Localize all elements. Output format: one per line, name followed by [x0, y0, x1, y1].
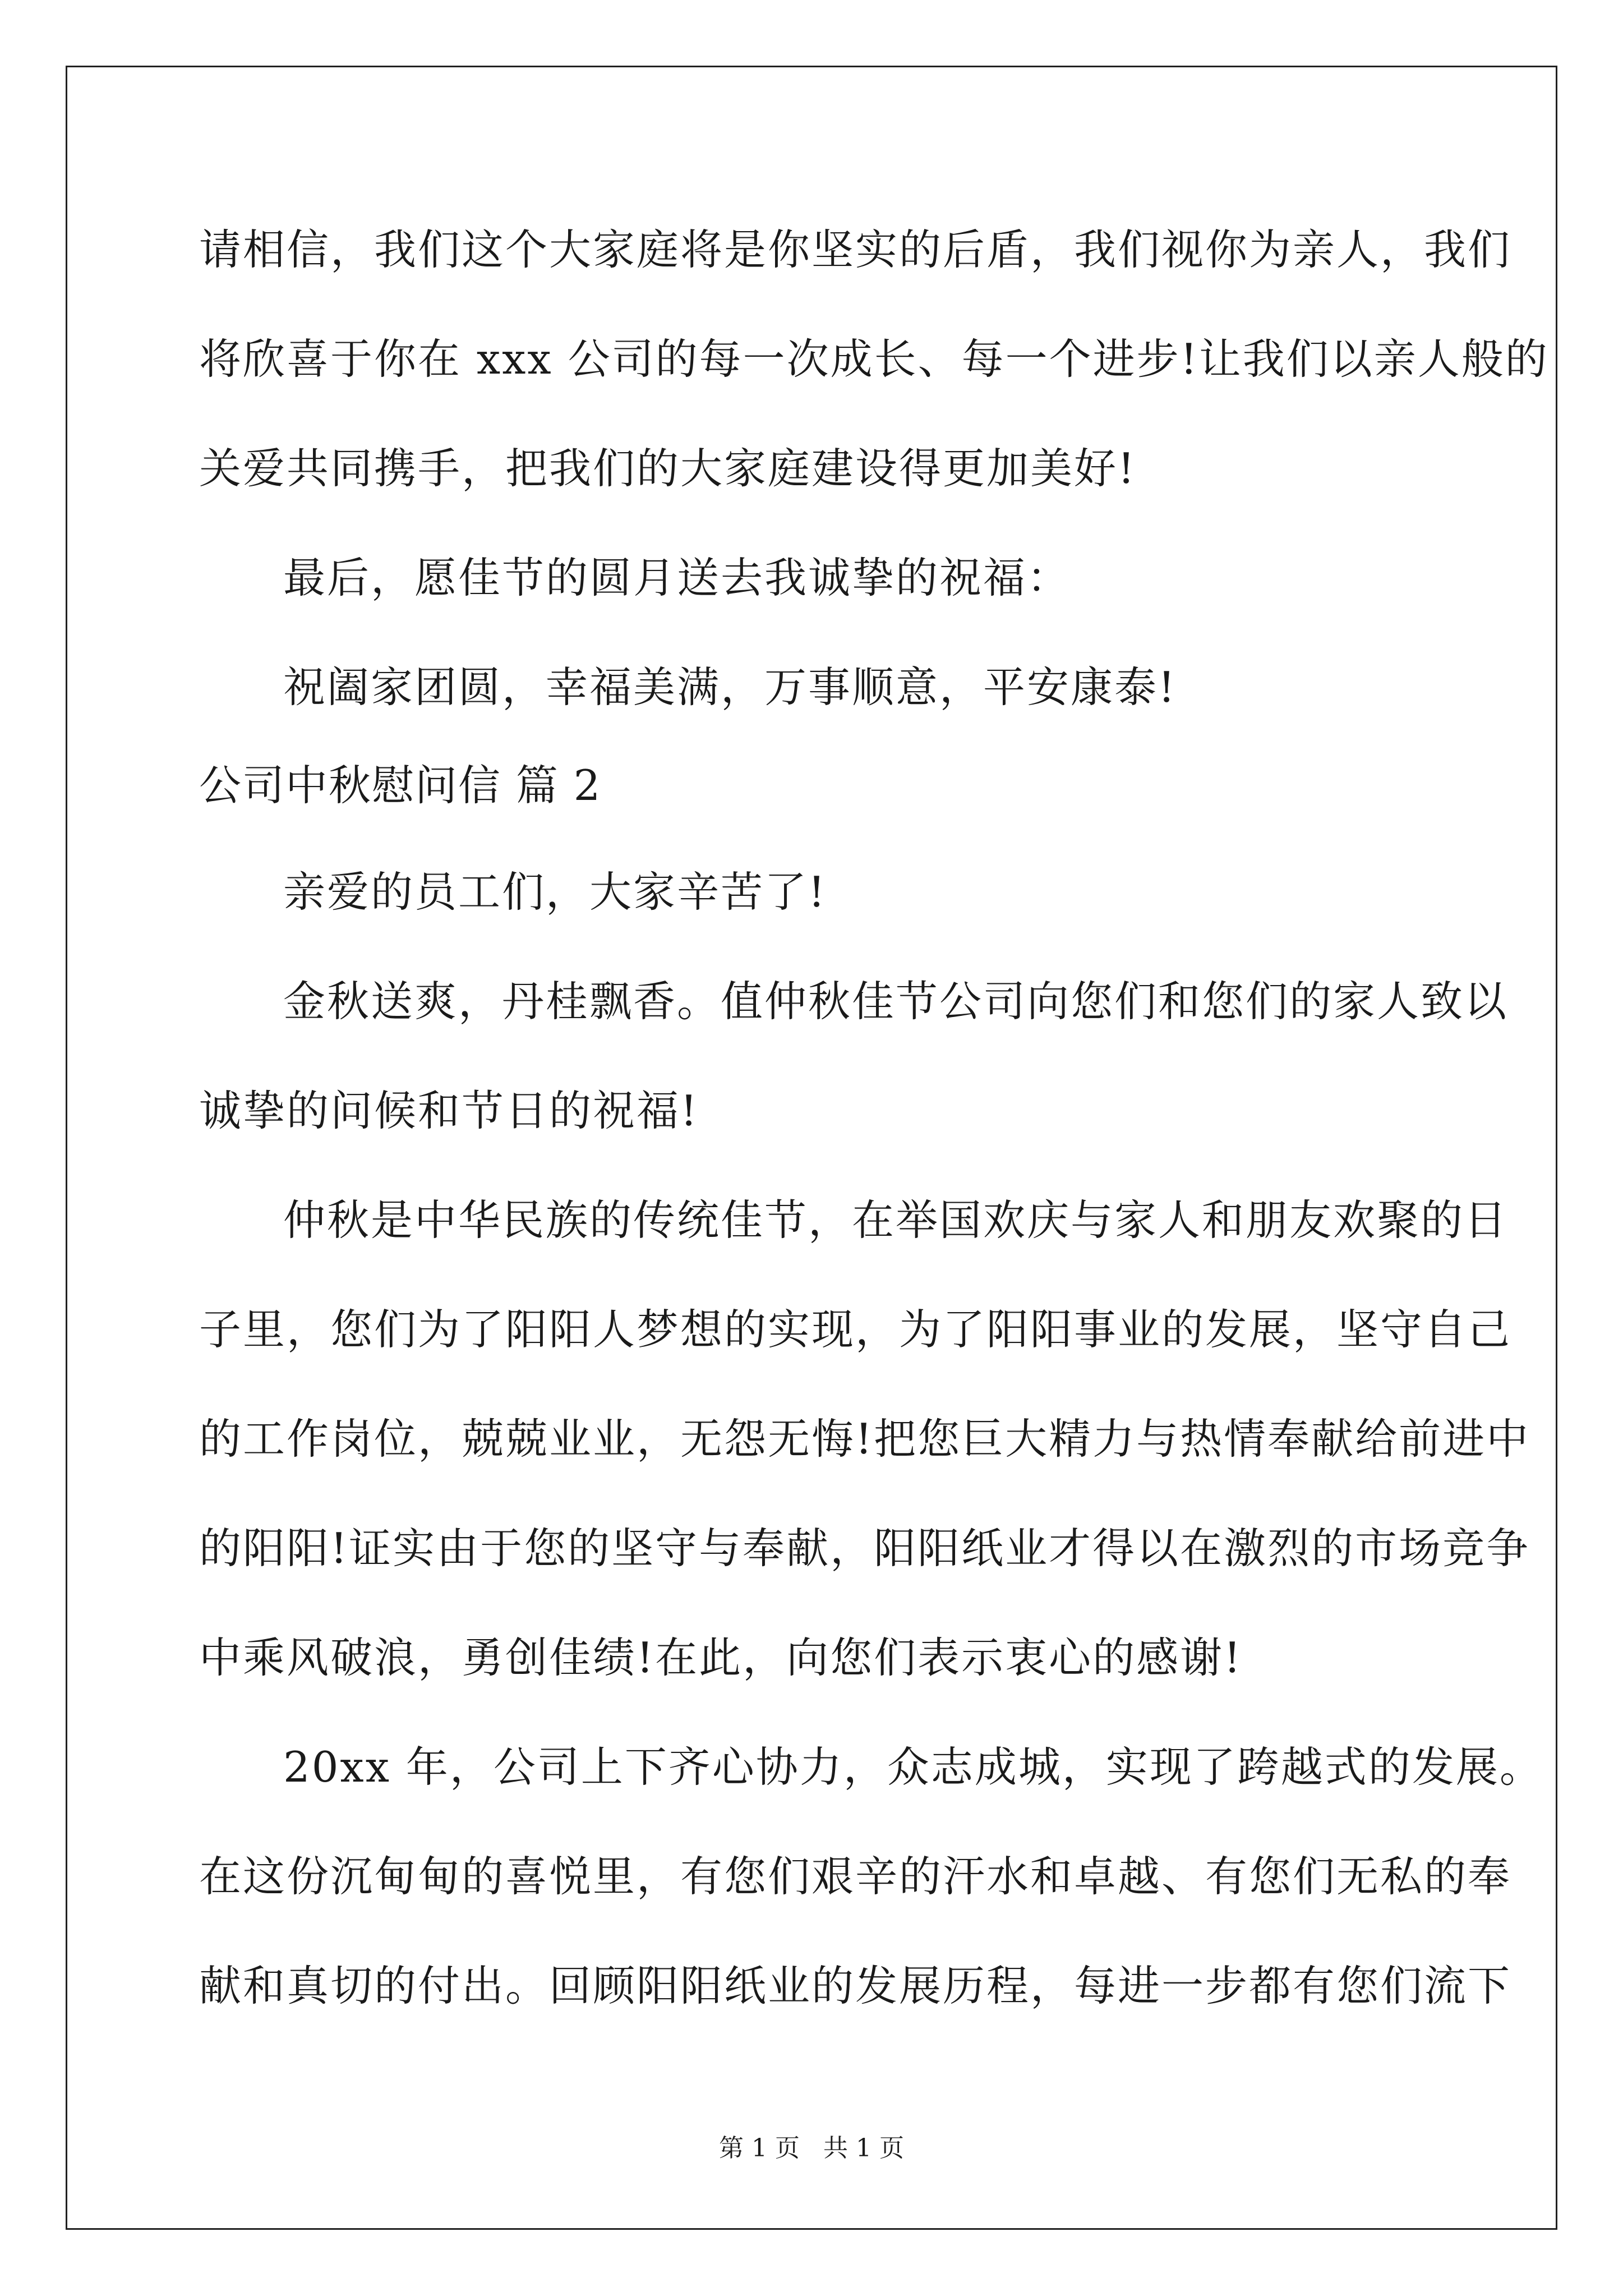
body-line: 子里，您们为了阳阳人梦想的实现，为了阳阳事业的发展，坚守自己 [199, 1305, 1512, 1354]
body-line: 请相信，我们这个大家庭将是你坚实的后盾，我们视你为亲人，我们 [199, 225, 1512, 274]
paragraph-line: 20xx 年，公司上下齐心协力，众志成城，实现了跨越式的发展。 [283, 1742, 1543, 1792]
section-heading: 公司中秋慰问信 篇 2 [199, 761, 602, 810]
page-frame [66, 66, 1557, 2230]
paragraph-line: 仲秋是中华民族的传统佳节，在举国欢庆与家人和朋友欢聚的日 [283, 1195, 1509, 1245]
body-line: 献和真切的付出。回顾阳阳纸业的发展历程，每进一步都有您们流下 [199, 1961, 1512, 2010]
body-line: 诚挚的问候和节日的祝福! [199, 1086, 699, 1135]
salutation-line: 亲爱的员工们，大家辛苦了! [283, 867, 827, 917]
paragraph-line: 祝阖家团圆，幸福美满，万事顺意，平安康泰! [283, 662, 1177, 712]
body-line: 的工作岗位，兢兢业业，无怨无悔!把您巨大精力与热情奉献给前进中 [199, 1414, 1530, 1464]
body-line: 在这份沉甸甸的喜悦里，有您们艰辛的汗水和卓越、有您们无私的奉 [199, 1852, 1512, 1901]
page-number-footer: 第 1 页 共 1 页 [719, 2134, 904, 2162]
body-line: 中乘风破浪，勇创佳绩!在此，向您们表示衷心的感谢! [199, 1633, 1243, 1682]
paragraph-line: 最后，愿佳节的圆月送去我诚挚的祝福： [283, 553, 1071, 602]
body-line: 的阳阳!证实由于您的坚守与奉献，阳阳纸业才得以在激烈的市场竞争 [199, 1524, 1530, 1573]
body-line: 关爱共同携手，把我们的大家庭建设得更加美好! [199, 444, 1137, 493]
body-line: 将欣喜于你在 xxx 公司的每一次成长、每一个进步!让我们以亲人般的 [199, 334, 1549, 384]
paragraph-line: 金秋送爽，丹桂飘香。值仲秋佳节公司向您们和您们的家人致以 [283, 977, 1509, 1026]
